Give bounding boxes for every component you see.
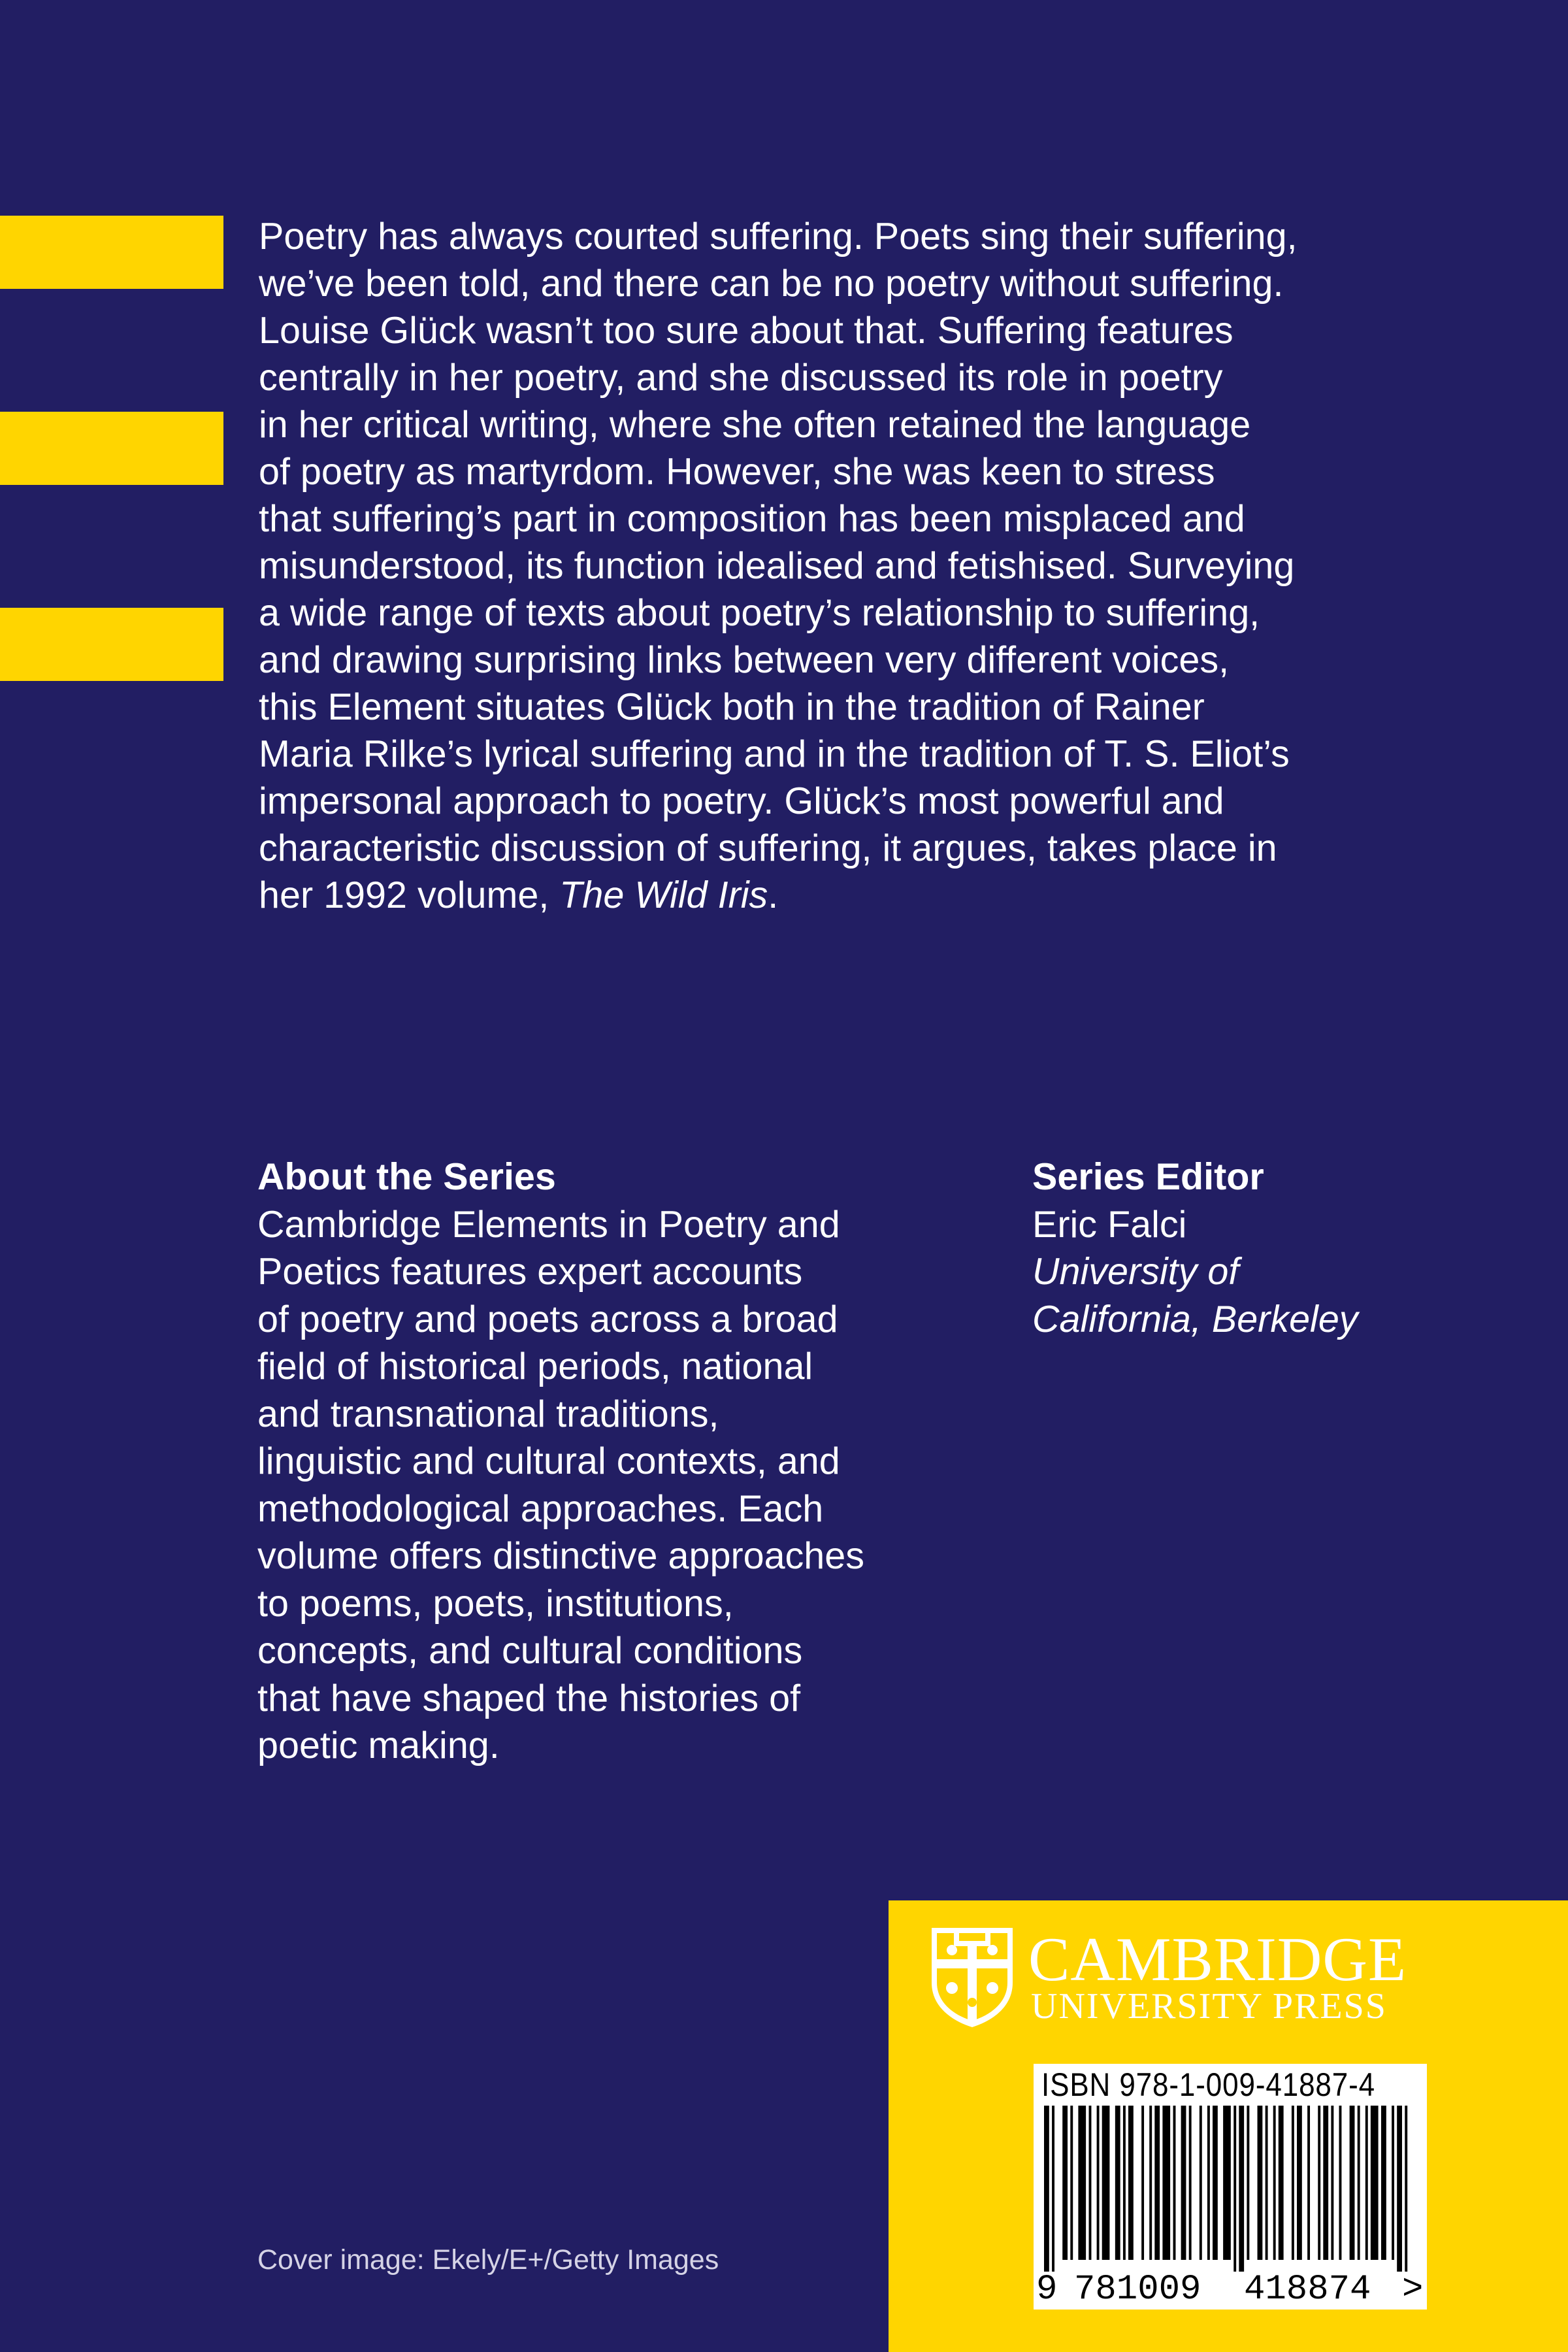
barcode-bar [1223, 2106, 1231, 2260]
editor-affiliation-line2: California, Berkeley [1032, 1298, 1358, 1340]
barcode-bar [1128, 2106, 1134, 2260]
about-line: volume offers distinctive approaches [257, 1535, 865, 1577]
barcode-bar [1181, 2106, 1186, 2260]
barcode-bar [1149, 2106, 1152, 2260]
publisher-subname: UNIVERSITY PRESS [1031, 1986, 1387, 2027]
blurb-line: misunderstood, its function idealised and fetishised. Surveying [259, 545, 1295, 587]
about-line: linguistic and cultural contexts, and [257, 1440, 840, 1482]
barcode-bar [1141, 2106, 1144, 2260]
about-line: methodological approaches. Each [257, 1487, 824, 1530]
barcode-bar [1307, 2106, 1310, 2260]
barcode-bar [1405, 2106, 1407, 2272]
barcode-bar [1397, 2106, 1402, 2272]
barcode-bar [1371, 2106, 1379, 2260]
about-line: Cambridge Elements in Poetry and [257, 1203, 840, 1246]
about-line: and transnational traditions, [257, 1393, 719, 1435]
blurb-line: in her critical writing, where she often retained the language [259, 404, 1251, 446]
barcode-bar [1279, 2106, 1284, 2260]
cover-image-credit: Cover image: Ekely/E+/Getty Images [257, 2244, 719, 2276]
about-line: Poetics features expert accounts [257, 1251, 803, 1293]
book-title-italic: The Wild Iris [559, 874, 768, 916]
barcode-bar [1331, 2106, 1333, 2260]
about-line: to poems, poets, institutions, [257, 1582, 734, 1625]
barcode-bar [1392, 2106, 1394, 2260]
barcode-bar [1052, 2106, 1054, 2272]
barcode-bar [1273, 2106, 1276, 2260]
ean-digits [1036, 2270, 1424, 2310]
barcode-bar [1089, 2106, 1092, 2260]
book-description [259, 213, 1402, 919]
barcode-bar [1350, 2106, 1355, 2260]
ean-left-group: 781009 [1074, 2270, 1201, 2310]
editor-name: Eric Falci [1032, 1203, 1187, 1246]
barcode-bar [1258, 2106, 1263, 2260]
barcode-bar [1207, 2106, 1210, 2260]
blurb-line: and drawing surprising links between very different voices, [259, 639, 1230, 681]
blurb-line: Maria Rilke’s lyrical suffering and in the tradition of T. S. Eliot’s [259, 733, 1290, 775]
barcode-bar [1365, 2106, 1368, 2260]
barcode-bar [1239, 2106, 1244, 2272]
series-editor [1032, 1153, 1490, 1343]
blurb-line: we’ve been told, and there can be no poetry without suffering. [259, 263, 1284, 305]
editor-heading: Series Editor [1032, 1156, 1264, 1198]
blurb-line: Poetry has always courted suffering. Poets sing their suffering, [259, 216, 1298, 257]
barcode-bar [1173, 2106, 1176, 2260]
ean-first-digit: 9 [1036, 2270, 1058, 2310]
blurb-line: impersonal approach to poetry. Glück’s most powerful and [259, 780, 1224, 822]
blurb-line: centrally in her poetry, and she discussed its role in poetry [259, 357, 1223, 399]
blurb-line: of poetry as martyrdom. However, she was keen to stress [259, 451, 1215, 493]
barcode-bar [1162, 2106, 1170, 2260]
barcode-bar [1339, 2106, 1342, 2260]
about-line: concepts, and cultural conditions [257, 1630, 803, 1672]
barcode-bar [1323, 2106, 1328, 2260]
isbn-label: ISBN 978-1-009-41887-4 [1041, 2066, 1376, 2103]
decorative-stripe-middle [0, 412, 223, 485]
barcode-bar [1200, 2106, 1202, 2260]
cambridge-crest-icon [929, 1925, 1015, 2030]
publisher-panel [889, 1900, 1568, 2352]
barcode-bar [1154, 2106, 1160, 2260]
decorative-stripe-top [0, 216, 223, 289]
blurb-line: Louise Glück wasn’t too sure about that. Suffering features [259, 310, 1233, 352]
about-line: poetic making. [257, 1725, 500, 1766]
about-line: field of historical periods, national [257, 1346, 813, 1387]
barcode-bar [1292, 2106, 1294, 2260]
blurb-line-prefix: her 1992 volume, [259, 874, 560, 916]
barcode-bar [1070, 2106, 1073, 2260]
barcode-bar [1044, 2106, 1049, 2272]
about-text [257, 1201, 950, 1770]
about-line: that have shaped the histories of [257, 1677, 801, 1719]
barcode-bar [1102, 2106, 1110, 2260]
blurb-line: this Element situates Glück both in the tradition of Rainer [259, 686, 1205, 728]
barcode-bar [1297, 2106, 1302, 2260]
barcode-bar [1358, 2106, 1360, 2260]
barcode-bar [1213, 2106, 1218, 2260]
ean-right-group: 418874 [1244, 2270, 1371, 2310]
barcode-bar [1233, 2106, 1236, 2272]
isbn-barcode [1034, 2064, 1427, 2310]
barcode-bar [1247, 2106, 1249, 2260]
barcode-bar [1189, 2106, 1192, 2260]
barcode-bar [1097, 2106, 1100, 2260]
editor-affiliation-line1: University of [1032, 1251, 1239, 1293]
barcode-icon [1041, 2106, 1420, 2272]
barcode-bar [1115, 2106, 1120, 2260]
about-heading: About the Series [257, 1156, 556, 1198]
about-the-series [257, 1153, 950, 1770]
blurb-line: characteristic discussion of suffering, it argues, takes place in [259, 827, 1277, 869]
barcode-bar [1318, 2106, 1320, 2260]
decorative-stripe-bottom [0, 608, 223, 681]
barcode-bar [1062, 2106, 1068, 2260]
barcode-bar [1123, 2106, 1126, 2260]
barcode-bar [1381, 2106, 1386, 2260]
about-line: of poetry and poets across a broad [257, 1298, 838, 1340]
barcode-bar [1078, 2106, 1086, 2260]
ean-quiet-mark: > [1402, 2270, 1424, 2310]
blurb-line: a wide range of texts about poetry’s relationship to suffering, [259, 592, 1260, 634]
blurb-line: that suffering’s part in composition has been misplaced and [259, 498, 1245, 540]
publisher-name: CAMBRIDGE [1028, 1925, 1407, 1994]
barcode-bar [1266, 2106, 1268, 2260]
blurb-line-suffix: . [768, 874, 779, 916]
